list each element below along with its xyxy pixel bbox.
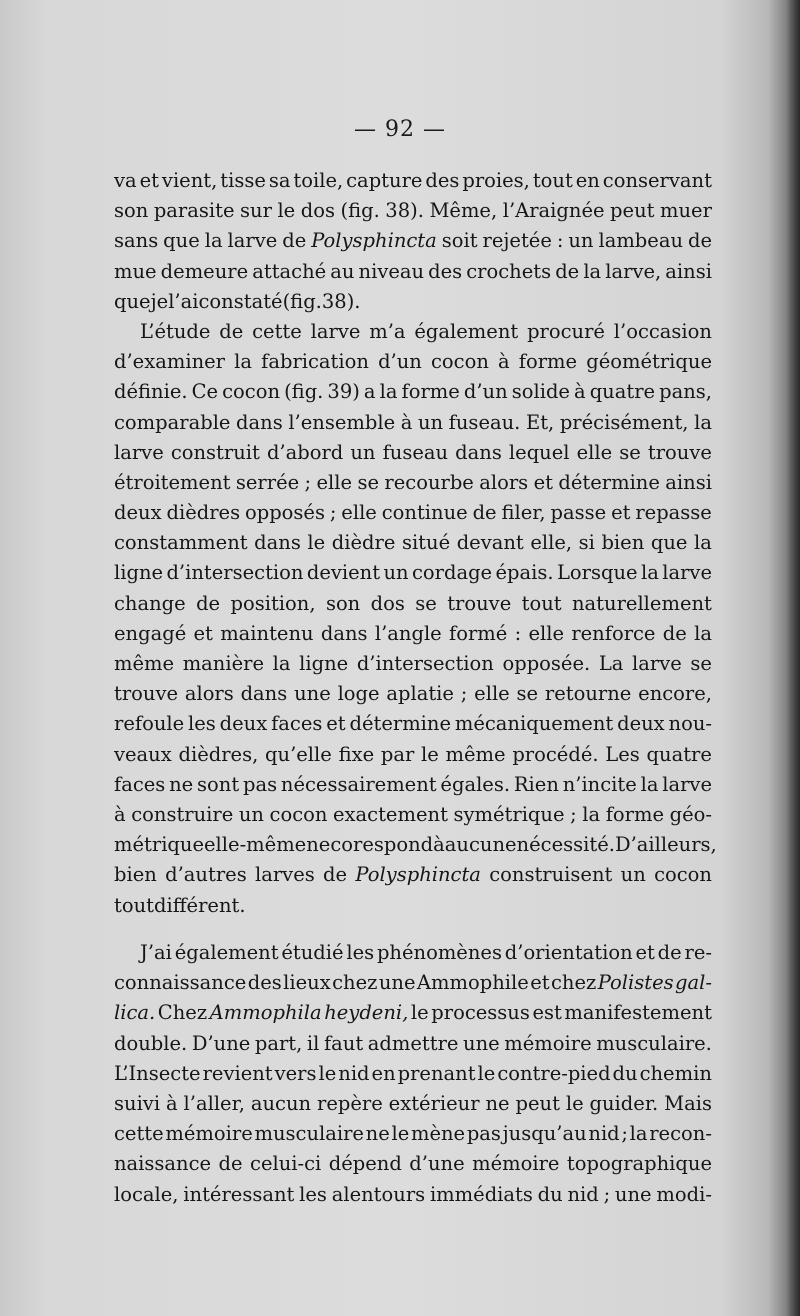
text-line: cette mémoire musculaire ne le mène pas jusqu’au nid ; la recon- bbox=[114, 1122, 712, 1146]
text-line: même manière la ligne d’intersection opposée. La larve se bbox=[114, 652, 712, 675]
text-line: trouve alors dans une loge aplatie ; elle se retourne encore, bbox=[114, 682, 712, 706]
text-line: larve construit d’abord un fuseau dans lequel elle se trouve bbox=[114, 440, 712, 464]
text-line: à construire un cocon exactement symétrique ; la forme géo- bbox=[114, 802, 712, 826]
text-line: étroitement serrée ; elle se recourbe alors et détermine ainsi bbox=[114, 470, 712, 494]
text-line: bien d’autres larves de Polysphincta construisent un cocon bbox=[114, 863, 712, 887]
text-line: J’ai également étudié les phénomènes d’orientation et de re- bbox=[140, 941, 712, 964]
text-line: d’examiner la fabrication d’un cocon à forme géométrique bbox=[114, 350, 712, 374]
text-line: lica. Chez Ammophila heydeni, le processus est manifestement bbox=[114, 1001, 712, 1025]
body-text-upper bbox=[114, 166, 717, 921]
text-line: L’Insecte revient vers le nid en prenant le contre-pied du chemin bbox=[114, 1061, 712, 1085]
paragraph-1 bbox=[114, 166, 712, 317]
text-line: naissance de celui-ci dépend d’une mémoire topographique bbox=[114, 1152, 712, 1176]
text-line: mue demeure attaché au niveau des crochets de la larve, ainsi bbox=[114, 259, 712, 283]
text-line: que je l’ai constaté (fig. 38). bbox=[114, 289, 361, 313]
text-line: connaissance des lieux chez une Ammophile et chez Polistes gal- bbox=[114, 971, 712, 995]
text-line: tout différent. bbox=[114, 893, 246, 917]
binding-shadow bbox=[786, 0, 800, 1316]
paragraph-3 bbox=[114, 938, 712, 1210]
text-line: L’étude de cette larve m’a également procuré l’occasion bbox=[140, 319, 712, 343]
text-line: locale, intéressant les alentours immédiats du nid ; une modi- bbox=[114, 1182, 712, 1206]
text-line: métrique elle-même ne corespond à aucune nécessité. D’ailleurs, bbox=[114, 833, 717, 857]
text-line: ligne d’intersection devient un cordage épais. Lorsque la larve bbox=[114, 561, 712, 585]
page-number: — 92 — bbox=[354, 117, 446, 142]
text-line: définie. Ce cocon (fig. 39) a la forme d’un solide à quatre pans, bbox=[114, 380, 712, 404]
text-line: comparable dans l’ensemble à un fuseau. Et, précisément, la bbox=[114, 410, 712, 434]
text-line: suivi à l’aller, aucun repère extérieur ne peut le guider. Mais bbox=[114, 1091, 712, 1115]
text-line: constamment dans le dièdre situé devant elle, si bien que la bbox=[114, 531, 712, 555]
body-text-lower bbox=[114, 938, 712, 1210]
text-line: engagé et maintenu dans l’angle formé : elle renforce de la bbox=[114, 621, 712, 645]
text-line: refoule les deux faces et détermine mécaniquement deux nou- bbox=[114, 712, 712, 736]
paragraph-2 bbox=[114, 317, 717, 921]
text-line: va et vient, tisse sa toile, capture des proies, tout en conservant bbox=[114, 169, 712, 192]
text-line: change de position, son dos se trouve tout naturellement bbox=[114, 591, 712, 615]
text-line: veaux dièdres, qu’elle fixe par le même procédé. Les quatre bbox=[114, 742, 712, 766]
text-line: double. D’une part, il faut admettre une mémoire musculaire. bbox=[114, 1031, 712, 1055]
text-line: son parasite sur le dos (fig. 38). Même, l’Araignée peut muer bbox=[114, 199, 712, 223]
text-line: faces ne sont pas nécessairement égales. Rien n’incite la larve bbox=[114, 772, 712, 796]
text-line: sans que la larve de Polysphincta soit rejetée : un lambeau de bbox=[114, 229, 712, 253]
text-line: deux dièdres opposés ; elle continue de filer, passe et repasse bbox=[114, 501, 712, 525]
